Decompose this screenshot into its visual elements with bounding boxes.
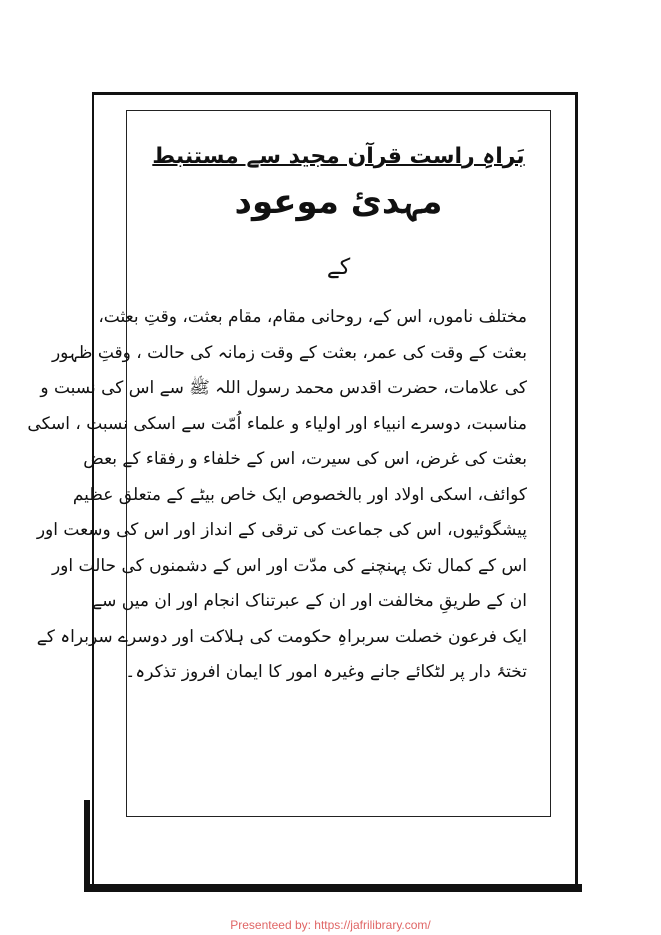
heading-subtitle: بَراہِ راست قرآن مجید سے مستنبط: [152, 144, 525, 169]
body-line: ان کے طریقِ مخالفت اور ان کے عبرتناک انجام اور ان میں سے: [92, 591, 527, 611]
left-shadow-bar: [84, 800, 90, 892]
body-line: تختۂ دار پر لٹکائے جانے وغیرہ امور کا ایمان افروز تذکرہ۔: [125, 662, 527, 682]
body-line: ایک فرعون خصلت سربراہِ حکومت کی ہلاکت اور دوسرے سربراہ کے: [36, 626, 527, 647]
body-paragraph: [27, 300, 527, 691]
page-content: [27, 130, 527, 691]
body-line: اس کے کمال تک پہنچنے کی مدّت اور اس کے دشمنوں کی حالت اور: [51, 555, 527, 576]
footer-credit-link[interactable]: Presenteed by: https://jafrilibrary.com/: [230, 918, 431, 932]
body-line: کی علامات، حضرت اقدس محمد رسول اللہ ﷺ سے اس کی نسبت و: [40, 378, 527, 398]
body-line: کوائف، اسکی اولاد اور بالخصوص ایک خاص بیٹے کے متعلق عظیم: [72, 484, 527, 505]
body-line: پیشگوئیوں، اس کی جماعت کی ترقی کے انداز اور اس کی وسعت اور: [36, 520, 527, 540]
body-line: بعثت کے وقت کی عمر، بعثت کے وقت زمانہ کی حالت ، وقتِ ظہور: [51, 342, 527, 363]
body-line: مناسبت، دوسرے انبیاء اور اولیاء و علماء اُمّت سے اسکی نسبت ، اسکی: [27, 413, 527, 434]
body-line: مختلف ناموں، اس کے، روحانی مقام، مقام بعثت، وقتِ بعثت،: [98, 307, 527, 327]
heading-title: مہدیٔ موعود: [234, 182, 443, 222]
bottom-shadow-bar: [84, 884, 582, 892]
body-line: بعثت کی غرض، اس کی سیرت، اس کے خلفاء و رفقاء کے بعض: [83, 449, 527, 469]
heading-ke: کے: [326, 255, 351, 280]
